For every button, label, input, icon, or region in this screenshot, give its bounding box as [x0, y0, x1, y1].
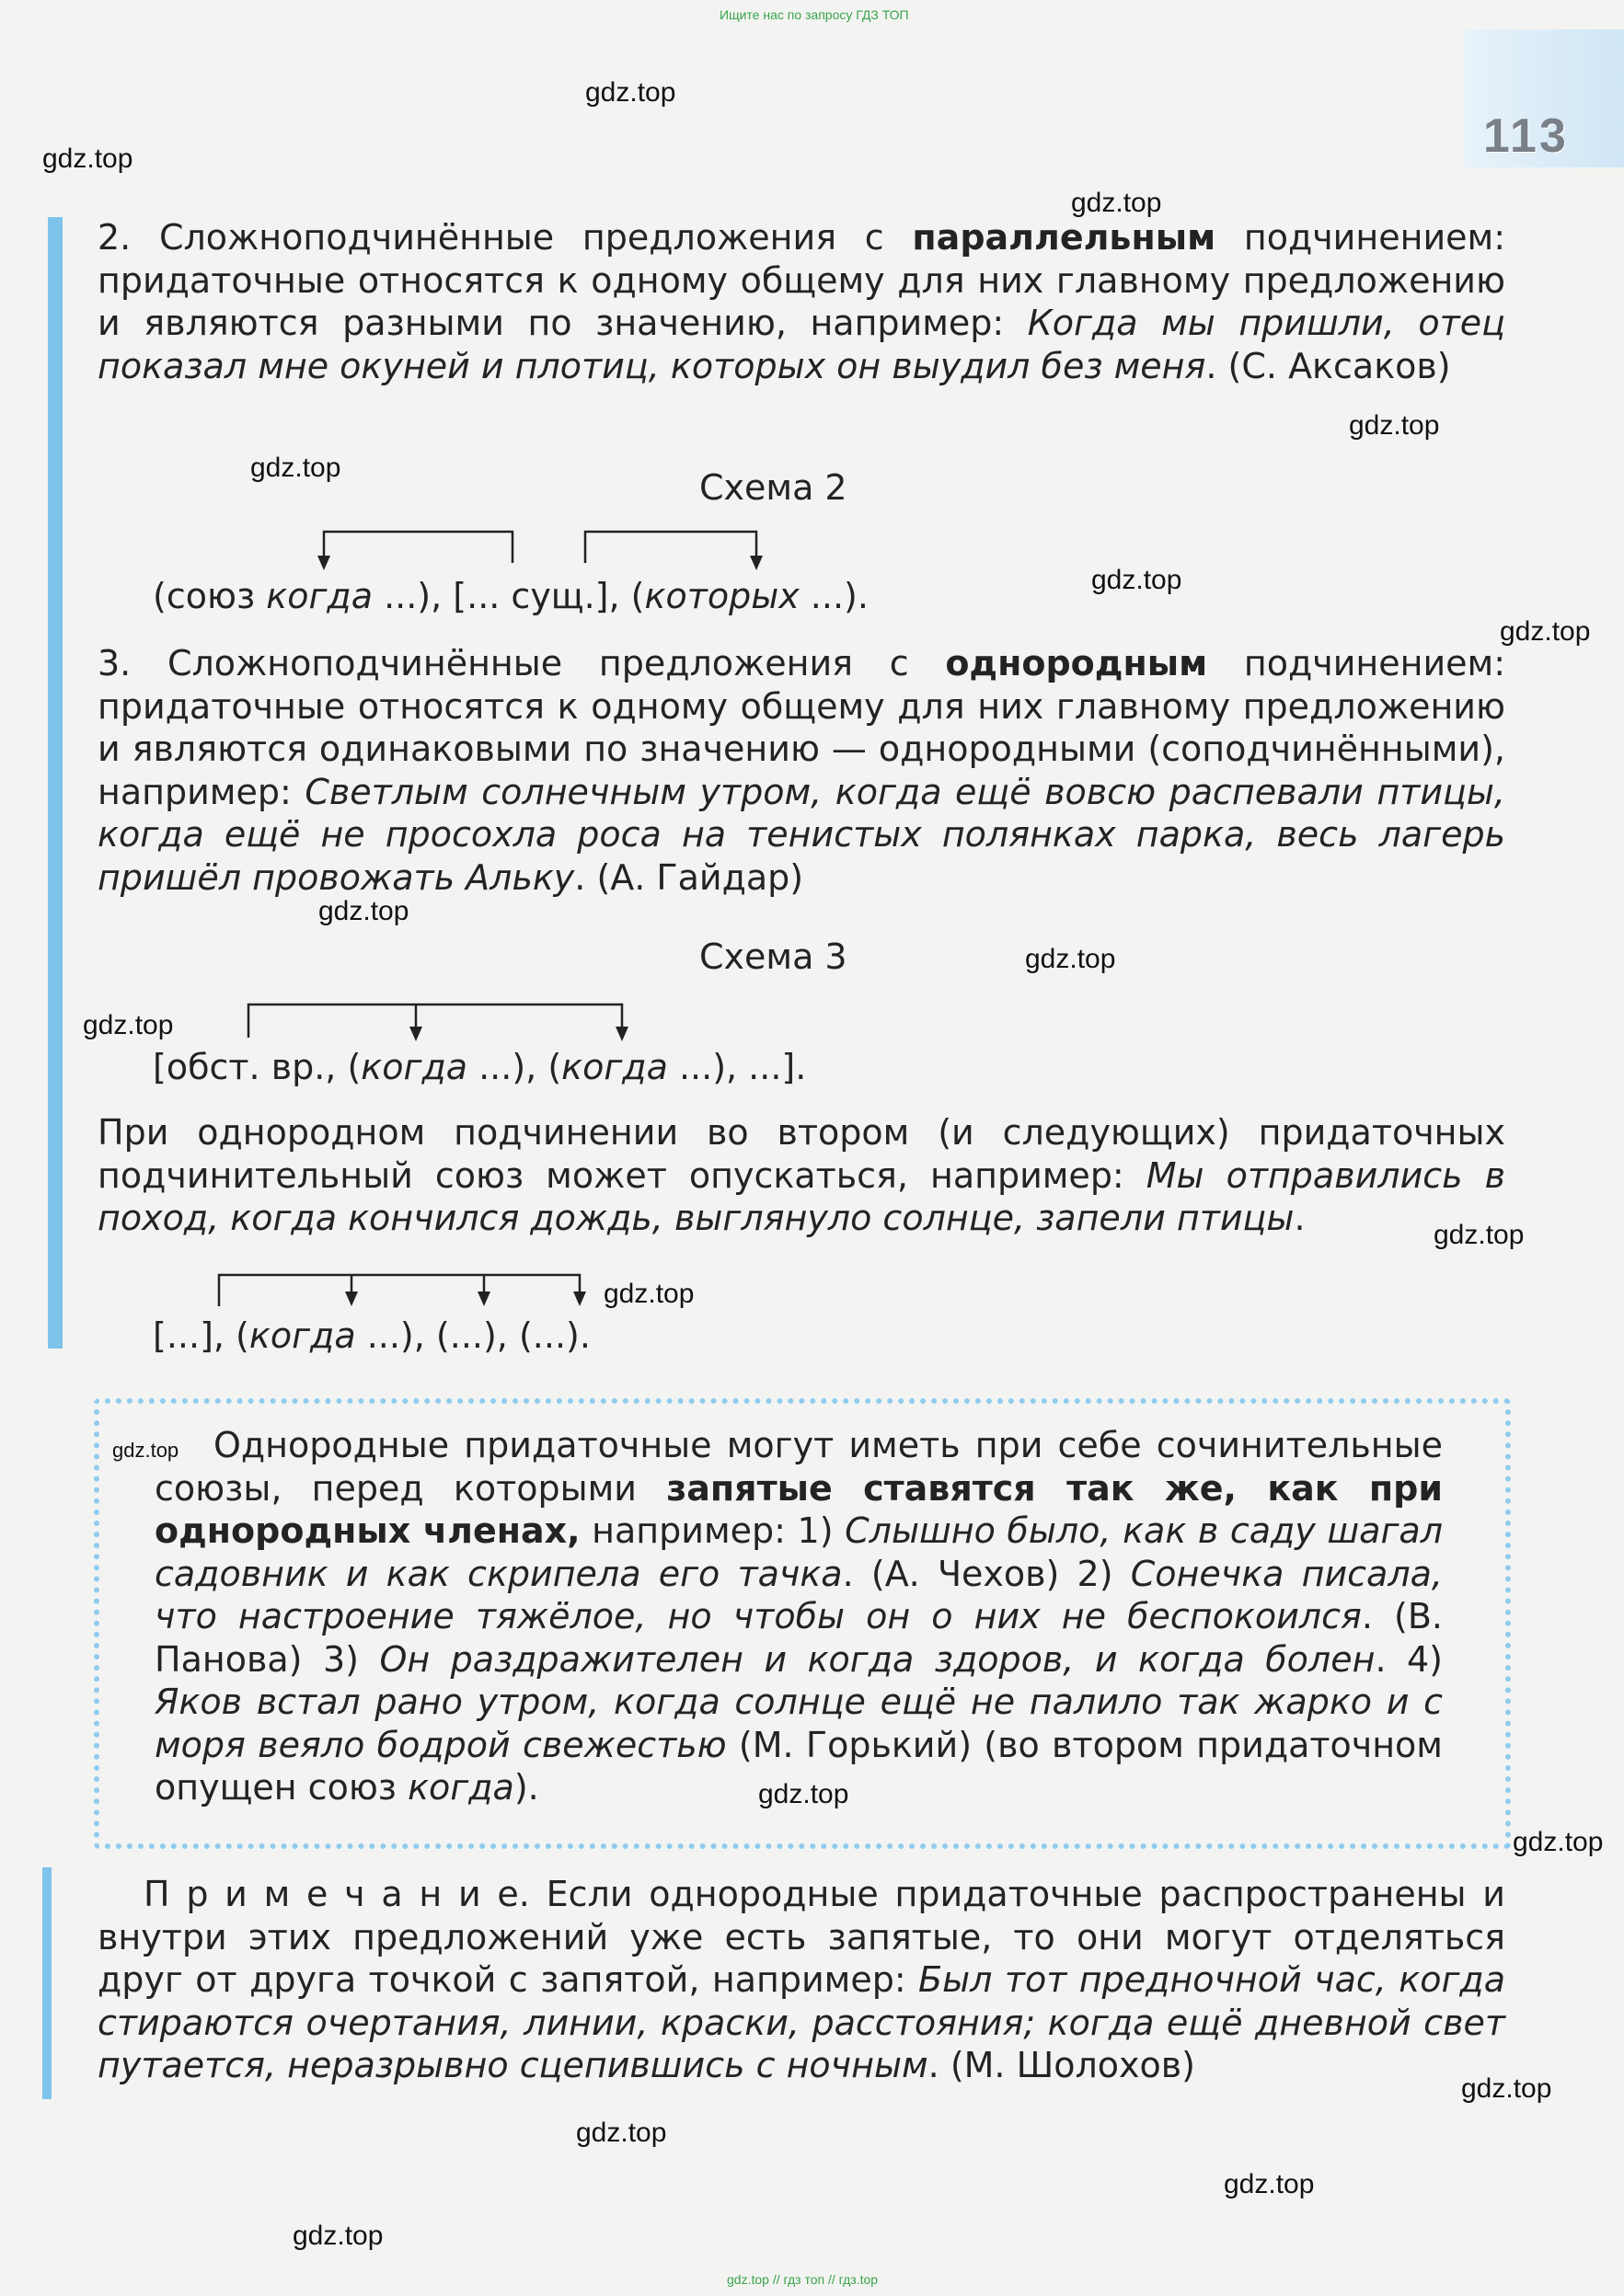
scheme-2-title: Схема 2: [699, 467, 847, 508]
watermark: gdz.top: [576, 2118, 667, 2148]
page-number: 113: [1483, 109, 1569, 163]
watermark: gdz.top: [250, 453, 341, 483]
watermark: gdz.top: [83, 1010, 174, 1040]
scheme-4-formula: [...], (когда ...), (...), (...).: [153, 1315, 591, 1356]
watermark: gdz.top: [758, 1779, 849, 1809]
watermark: gdz.top: [585, 77, 676, 108]
watermark: gdz.top: [42, 144, 133, 174]
watermark: gdz.top: [1461, 2073, 1552, 2104]
watermark: gdz.top: [318, 896, 409, 926]
watermark: gdz.top: [1513, 1827, 1604, 1857]
scheme-2-formula: (союз когда ...), [... сущ.], (которых ...).: [153, 576, 869, 616]
watermark: gdz.top: [1224, 2169, 1315, 2199]
scheme-3-title: Схема 3: [699, 936, 847, 977]
top-notice: Ищите нас по запросу ГДЗ ТОП: [720, 7, 909, 22]
watermark: gdz.top: [293, 2221, 384, 2251]
scheme-3-formula: [обст. вр., (когда ...), (когда ...), ...].: [153, 1047, 807, 1087]
omission-paragraph: При однородном подчинении во втором (и следующих) придаточных подчинительный союз может опускаться, например: Мы отправились в поход, когда кончился дождь, выглянуло солнце, запели птицы.: [98, 1112, 1506, 1238]
watermark: gdz.top: [1091, 565, 1182, 595]
watermark: gdz.top: [604, 1279, 695, 1309]
watermark: gdz.top: [1025, 944, 1116, 974]
footer-text: gdz.top // гдз топ // гдз.top: [727, 2272, 879, 2287]
watermark: gdz.top: [1434, 1220, 1525, 1250]
rule-box-text: Однородные придаточные могут иметь при себе сочинительные союзы, перед которыми запятые ставятся так же, как при однородных членах, например: 1) Слышно было, как в саду шагал садовник и как скрипела его тачка. (А. Чехов) 2) Сонечка писала, что настроение тяжёлое, но чтобы он о них не беспокоился. (В. Панова) 3) Он раздражителен и когда здоров, и когда болен. 4) Яков встал рано утром, когда солнце ещё не палило так жарко и с моря веяло бодрой свежестью (М. Горький) (во втором придаточном опущен союз когда).: [155, 1425, 1444, 1808]
watermark: gdz.top: [112, 1439, 179, 1462]
watermark: gdz.top: [1500, 616, 1591, 647]
section-3-paragraph: 3. Сложноподчинённые предложения с однородным подчинением: придаточные относятся к одному общему для них главному предложению и являются одинаковыми по значению — однородными (соподчинёнными), например: Светлым солнечным утром, когда ещё вовсю распевали птицы, когда ещё не просохла роса на тенистых полянках парка, весь лагерь пришёл провожать Альку. (А. Гайдар): [98, 643, 1506, 898]
watermark: gdz.top: [1349, 410, 1440, 441]
note-paragraph: П р и м е ч а н и е. Если однородные придаточные распространены и внутри этих предложений уже есть запятые, то они могут отделяться друг от друга точкой с запятой, например: Был тот предночной час, когда стираются очертания, линии, краски, расстояния; когда ещё дневной свет путается, неразрывно сцепившись с ночным. (М. Шолохов): [98, 1874, 1505, 2085]
watermark: gdz.top: [1071, 188, 1162, 218]
section-2-paragraph: 2. Сложноподчинённые предложения с параллельным подчинением: придаточные относятся к одному общему для них главному предложению и являются разными по значению, например: Когда мы пришли, отец показал мне окуней и плотиц, которых он выудил без меня. (С. Аксаков): [98, 217, 1505, 386]
